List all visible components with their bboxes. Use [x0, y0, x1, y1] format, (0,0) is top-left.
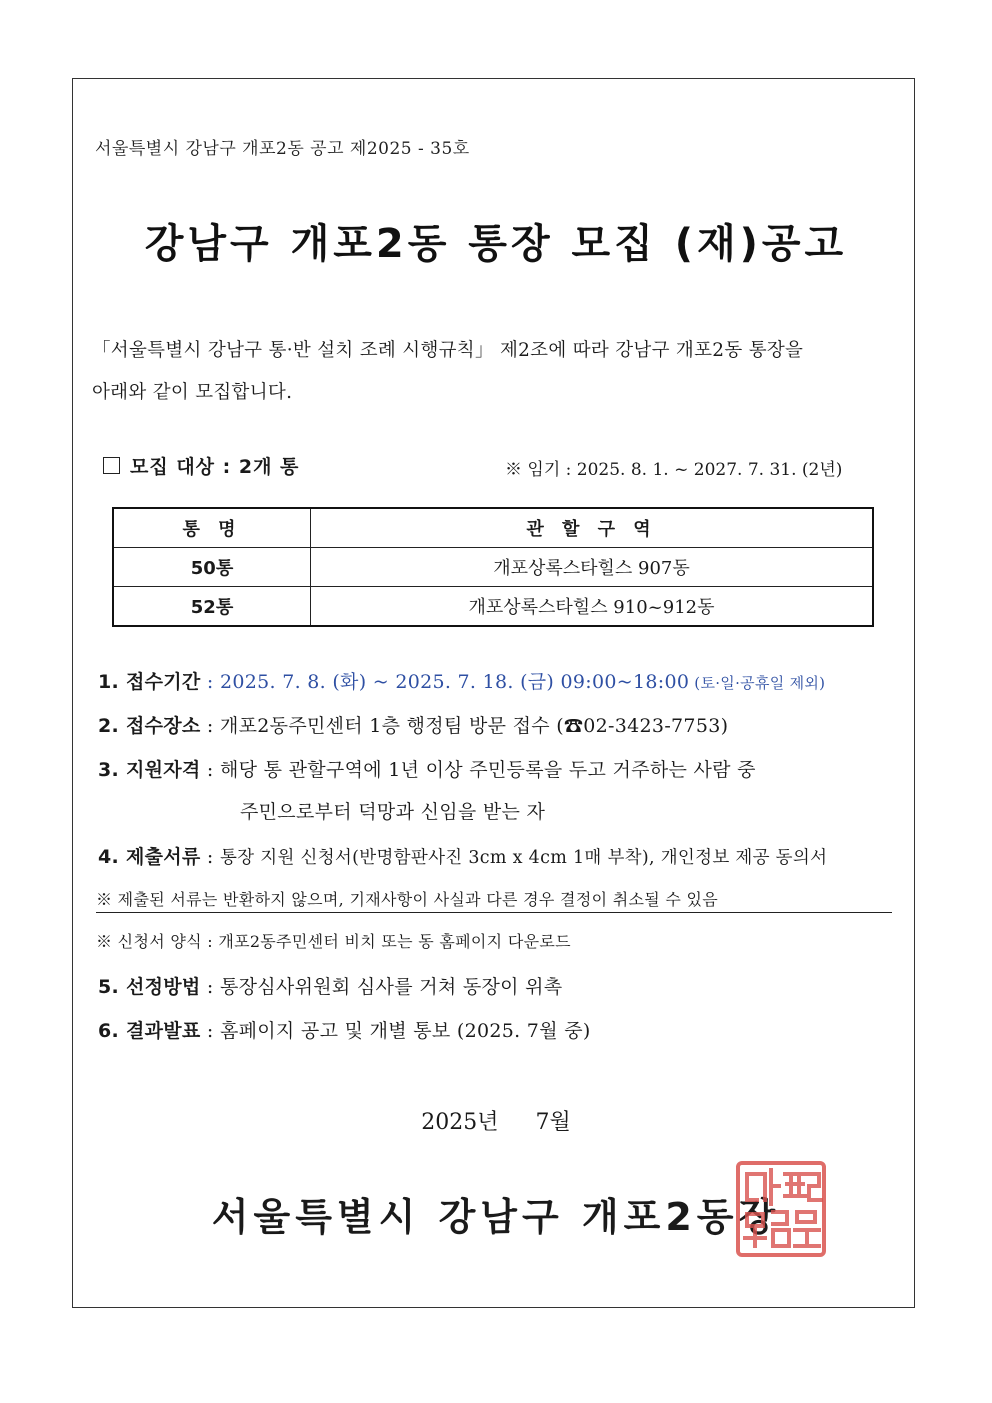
notice-number: 서울특별시 강남구 개포2동 공고 제2025 - 35호 [95, 139, 470, 159]
item-label: 4. 제출서류 [98, 846, 201, 868]
item-separator: : [200, 976, 220, 998]
documents-value: 통장 지원 신청서(반명함판사진 3cm x 4cm 1매 부착), 개인정보 제공 동의서 [219, 848, 828, 868]
cell-area: 개포상록스타힐스 910~912동 [311, 587, 874, 627]
item-qualification [98, 755, 756, 782]
cell-tong-name: 52통 [113, 587, 311, 627]
form-note: ※ 신청서 양식 : 개포2동주민센터 비치 또는 동 홈페이지 다운로드 [96, 932, 571, 951]
issuer-name: 서울특별시 강남구 개포2동장 [211, 1195, 781, 1239]
item-application-place [98, 711, 728, 738]
item-label: 2. 접수장소 [98, 715, 201, 737]
issue-date: 2025년 7월 [421, 1110, 571, 1135]
checkbox-square-icon [103, 457, 120, 474]
selection-method-value: 통장심사위원회 심사를 거쳐 동장이 위촉 [219, 976, 563, 998]
item-separator: : [200, 715, 220, 737]
item-label: 3. 지원자격 [98, 759, 201, 781]
item-separator: : [200, 671, 220, 693]
item-application-period [98, 667, 825, 694]
item-selection-method [98, 972, 562, 999]
cell-area: 개포상록스타힐스 907동 [311, 548, 874, 587]
table-row [113, 587, 873, 627]
cell-tong-name: 50통 [113, 548, 311, 587]
column-header-area: 관 할 구 역 [311, 508, 874, 548]
item-label: 1. 접수기간 [98, 671, 201, 693]
recruit-target [103, 452, 299, 479]
district-table [112, 507, 874, 627]
item-separator: : [200, 1020, 220, 1042]
recruit-target-label: 모집 대상 : 2개 통 [130, 456, 300, 478]
item-separator: : [200, 759, 220, 781]
column-header-name: 통 명 [113, 508, 311, 548]
item-label: 5. 선정방법 [98, 976, 201, 998]
qualification-value-line-2: 주민으로부터 덕망과 신임을 받는 자 [240, 801, 546, 823]
qualification-value-line-1: 해당 통 관할구역에 1년 이상 주민등록을 두고 거주하는 사람 중 [219, 759, 756, 781]
official-seal-icon [735, 1160, 827, 1258]
table-header-row [113, 508, 873, 548]
item-separator: : [200, 846, 220, 868]
page-title: 강남구 개포2동 통장 모집 (재)공고 [144, 221, 848, 267]
item-documents [98, 842, 827, 869]
item-result-announcement [98, 1016, 591, 1043]
item-label: 6. 결과발표 [98, 1020, 201, 1042]
application-place-value: 개포2동주민센터 1층 행정팀 방문 접수 (☎02-3423-7753) [219, 715, 729, 737]
return-note: ※ 제출된 서류는 반환하지 않으며, 기재사항이 사실과 다른 경우 결정이 취소될 수 있음 [96, 887, 892, 913]
intro-line-1: 「서울특별시 강남구 통·반 설치 조례 시행규칙」 제2조에 따라 강남구 개포2동 통장을 [92, 340, 804, 361]
intro-paragraph [92, 330, 902, 414]
application-period-value: 2025. 7. 8. (화) ~ 2025. 7. 18. (금) 09:00~18:00 [219, 671, 690, 693]
table-row [113, 548, 873, 587]
term-of-office: ※ 임기 : 2025. 8. 1. ~ 2027. 7. 31. (2년) [505, 460, 843, 480]
intro-line-2: 아래와 같이 모집합니다. [92, 382, 293, 403]
application-period-note: (토·일·공휴일 제외) [689, 674, 826, 692]
result-announcement-value: 홈페이지 공고 및 개별 통보 (2025. 7월 중) [219, 1020, 591, 1042]
